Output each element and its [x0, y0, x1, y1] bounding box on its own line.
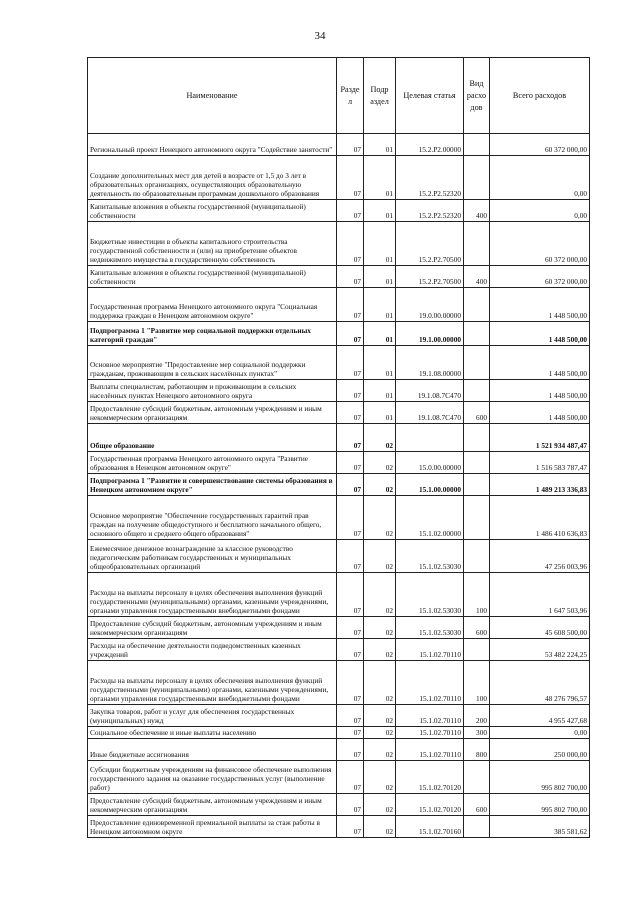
row-name: Бюджетные инвестиции в объекты капитального строительства государственной собственности и (или) на приобретение объектов недвижимого имущества в государственную собственность: [88, 222, 337, 266]
table-row: [88, 617, 590, 639]
row-target: 15.1.02.70110: [396, 727, 464, 739]
header-name: Наименование: [88, 58, 337, 134]
row-expense-type: [464, 474, 490, 496]
row-total: 60 372 000,00: [490, 134, 590, 156]
row-subsection: 02: [364, 617, 396, 639]
row-total: 1 521 934 487,47: [490, 424, 590, 452]
row-subsection: 02: [364, 661, 396, 705]
row-target: 15.1.02.70120: [396, 794, 464, 816]
row-subsection: 02: [364, 816, 396, 838]
row-total: 1 448 500,00: [490, 402, 590, 424]
row-expense-type: [464, 761, 490, 794]
row-expense-type: [464, 134, 490, 156]
table-row: [88, 266, 590, 288]
table-row: [88, 346, 590, 380]
row-target: [396, 424, 464, 452]
row-section: 07: [337, 222, 364, 266]
table-row: [88, 727, 590, 739]
row-section: 07: [337, 452, 364, 474]
row-name: Основное мероприятие "Обеспечение государственных гарантий прав граждан на получение общедоступного и бесплатного начального общего, основного общего и среднего общего образования": [88, 496, 337, 540]
header-section: Разде л: [337, 58, 364, 134]
row-section: 07: [337, 380, 364, 402]
row-section: 07: [337, 424, 364, 452]
row-target: 15.2.P2.52320: [396, 200, 464, 222]
row-name: Ежемесячное денежное вознаграждение за классное руководство педагогическим работникам государственных и муниципальных общеобразовательных организаций: [88, 540, 337, 573]
table-row: [88, 739, 590, 761]
row-name: Государственная программа Ненецкого автономного округа "Развитие образования в Ненецком автономном округе": [88, 452, 337, 474]
row-total: 1 448 500,00: [490, 346, 590, 380]
row-total: 995 802 700,00: [490, 761, 590, 794]
row-subsection: 01: [364, 222, 396, 266]
row-expense-type: 100: [464, 573, 490, 617]
row-target: 15.1.02.70110: [396, 639, 464, 661]
row-section: 07: [337, 156, 364, 200]
table-row: [88, 794, 590, 816]
row-expense-type: 800: [464, 739, 490, 761]
row-subsection: 02: [364, 794, 396, 816]
row-target: 19.1.00.00000: [396, 322, 464, 346]
row-name: Субсидии бюджетным учреждениям на финансовое обеспечение выполнения государственного задания на оказание государственных услуг (выполнение работ): [88, 761, 337, 794]
row-name: Предоставление субсидий бюджетным, автономным учреждениям и иным некоммерческим организациям: [88, 402, 337, 424]
row-section: 07: [337, 402, 364, 424]
row-total: 1 647 503,96: [490, 573, 590, 617]
row-total: 0,00: [490, 200, 590, 222]
table-row: [88, 474, 590, 496]
row-subsection: 01: [364, 402, 396, 424]
row-subsection: 02: [364, 739, 396, 761]
table-row: [88, 424, 590, 452]
row-name: Предоставление субсидий бюджетным, автономным учреждениям и иным некоммерческим организациям: [88, 794, 337, 816]
row-total: 0,00: [490, 727, 590, 739]
row-subsection: 02: [364, 573, 396, 617]
table-row: [88, 705, 590, 727]
row-total: 995 802 700,00: [490, 794, 590, 816]
row-expense-type: [464, 639, 490, 661]
row-target: 15.0.00.00000: [396, 452, 464, 474]
row-section: 07: [337, 794, 364, 816]
row-target: 15.1.02.53030: [396, 617, 464, 639]
table-row: [88, 639, 590, 661]
table-row: [88, 761, 590, 794]
row-name: Общее образование: [88, 424, 337, 452]
row-target: 19.1.08.00000: [396, 346, 464, 380]
row-name: Социальное обеспечение и иные выплаты населению: [88, 727, 337, 739]
row-subsection: 02: [364, 424, 396, 452]
table-row: [88, 200, 590, 222]
row-target: 15.2.P2.70500: [396, 222, 464, 266]
table-header-row: [88, 58, 590, 134]
row-target: 15.1.02.70110: [396, 739, 464, 761]
row-subsection: 02: [364, 452, 396, 474]
row-expense-type: [464, 322, 490, 346]
page-number: 34: [314, 30, 326, 42]
row-total: 60 372 000,00: [490, 222, 590, 266]
table-row: [88, 380, 590, 402]
row-expense-type: [464, 222, 490, 266]
row-expense-type: 600: [464, 402, 490, 424]
row-section: 07: [337, 727, 364, 739]
row-name: Региональный проект Ненецкого автономного округа "Содействие занятости": [88, 134, 337, 156]
row-name: Предоставление единовременной премиальной выплаты за стаж работы в Ненецком автономном округе: [88, 816, 337, 838]
row-expense-type: 300: [464, 727, 490, 739]
row-target: 15.1.02.70110: [396, 705, 464, 727]
row-expense-type: 600: [464, 617, 490, 639]
table-row: [88, 322, 590, 346]
row-name: Выплаты специалистам, работающим и проживающим в сельских населённых пунктах Ненецкого автономного округа: [88, 380, 337, 402]
row-total: 47 256 003,96: [490, 540, 590, 573]
row-name: Расходы на выплаты персоналу в целях обеспечения выполнения функций государственными (муниципальными) органами, казенными учреждениями, органами управления государственными внебюджетными фондами: [88, 661, 337, 705]
row-name: Подпрограмма 1 "Развитие и совершенствование системы образования в Ненецком автономном округе": [88, 474, 337, 496]
row-expense-type: [464, 452, 490, 474]
row-expense-type: 600: [464, 794, 490, 816]
row-total: 250 000,00: [490, 739, 590, 761]
row-expense-type: [464, 540, 490, 573]
row-expense-type: [464, 424, 490, 452]
table-row: [88, 540, 590, 573]
row-total: 1 489 213 336,83: [490, 474, 590, 496]
row-section: 07: [337, 739, 364, 761]
row-section: 07: [337, 573, 364, 617]
row-name: Расходы на выплаты персоналу в целях обеспечения выполнения функций государственными (муниципальными) органами, казенными учреждениями, органами управления государственными внебюджетными фондами: [88, 573, 337, 617]
row-subsection: 01: [364, 134, 396, 156]
row-expense-type: 100: [464, 661, 490, 705]
row-subsection: 01: [364, 380, 396, 402]
header-expense-type: Вид расхо дов: [464, 58, 490, 134]
table-row: [88, 816, 590, 838]
row-section: 07: [337, 816, 364, 838]
row-subsection: 01: [364, 156, 396, 200]
row-section: 07: [337, 200, 364, 222]
row-name: Подпрограмма 1 "Развитие мер социальной поддержки отдельных категорий граждан": [88, 322, 337, 346]
row-name: Государственная программа Ненецкого автономного округа "Социальная поддержка граждан в Ненецком автономном округе": [88, 288, 337, 322]
row-subsection: 02: [364, 761, 396, 794]
header-subsection: Подр аздел: [364, 58, 396, 134]
row-total: 4 955 427,68: [490, 705, 590, 727]
row-subsection: 01: [364, 288, 396, 322]
row-name: Иные бюджетные ассигнования: [88, 739, 337, 761]
row-total: 1 448 500,00: [490, 322, 590, 346]
row-subsection: 01: [364, 200, 396, 222]
table-row: [88, 661, 590, 705]
row-target: 19.1.08.7С470: [396, 402, 464, 424]
row-target: 19.0.00.00000: [396, 288, 464, 322]
row-section: 07: [337, 288, 364, 322]
row-total: 60 372 000,00: [490, 266, 590, 288]
row-expense-type: 400: [464, 266, 490, 288]
row-total: 45 608 500,00: [490, 617, 590, 639]
row-subsection: 01: [364, 346, 396, 380]
row-expense-type: [464, 380, 490, 402]
row-target: 15.1.02.00000: [396, 496, 464, 540]
row-name: Закупка товаров, работ и услуг для обеспечения государственных (муниципальных) нужд: [88, 705, 337, 727]
row-section: 07: [337, 761, 364, 794]
row-expense-type: [464, 496, 490, 540]
row-section: 07: [337, 496, 364, 540]
row-name: Основное мероприятие "Предоставление мер социальной поддержки гражданам, проживающим в сельских населённых пунктах": [88, 346, 337, 380]
row-subsection: 01: [364, 322, 396, 346]
row-section: 07: [337, 346, 364, 380]
table-row: [88, 452, 590, 474]
row-section: 07: [337, 134, 364, 156]
row-subsection: 02: [364, 474, 396, 496]
row-expense-type: [464, 346, 490, 380]
row-section: 07: [337, 266, 364, 288]
row-total: 1 486 410 636,83: [490, 496, 590, 540]
row-target: 15.1.02.53030: [396, 540, 464, 573]
header-target: Целевая статья: [396, 58, 464, 134]
row-target: 15.1.00.00000: [396, 474, 464, 496]
table-row: [88, 496, 590, 540]
row-total: 53 482 224,25: [490, 639, 590, 661]
row-target: 15.1.02.53030: [396, 573, 464, 617]
table-row: [88, 222, 590, 266]
row-section: 07: [337, 474, 364, 496]
row-total: 48 276 796,57: [490, 661, 590, 705]
row-expense-type: [464, 288, 490, 322]
row-target: 19.1.08.7С470: [396, 380, 464, 402]
row-target: 15.1.02.70160: [396, 816, 464, 838]
row-total: 1 516 583 787,47: [490, 452, 590, 474]
row-total: 1 448 500,00: [490, 288, 590, 322]
table-row: [88, 573, 590, 617]
row-expense-type: 400: [464, 200, 490, 222]
row-total: 0,00: [490, 156, 590, 200]
row-name: Создание дополнительных мест для детей в возрасте от 1,5 до 3 лет в образовательных организациях, осуществляющих образовательную деятельность по образовательным программам дошкольного образования: [88, 156, 337, 200]
row-section: 07: [337, 639, 364, 661]
row-name: Расходы на обеспечение деятельности подведомственных казенных учреждений: [88, 639, 337, 661]
row-section: 07: [337, 617, 364, 639]
header-total: Всего расходов: [490, 58, 590, 134]
row-target: 15.2.P2.70500: [396, 266, 464, 288]
row-subsection: 02: [364, 639, 396, 661]
row-subsection: 02: [364, 705, 396, 727]
row-section: 07: [337, 322, 364, 346]
row-target: 15.2.P2.52320: [396, 156, 464, 200]
row-section: 07: [337, 540, 364, 573]
expenditure-table: [87, 57, 590, 838]
row-total: 385 581,62: [490, 816, 590, 838]
table-row: [88, 402, 590, 424]
table-row: [88, 156, 590, 200]
table-row: [88, 134, 590, 156]
row-name: Капитальные вложения в объекты государственной (муниципальной) собственности: [88, 266, 337, 288]
row-expense-type: [464, 156, 490, 200]
row-subsection: 02: [364, 496, 396, 540]
row-section: 07: [337, 705, 364, 727]
row-target: 15.2.P2.00000: [396, 134, 464, 156]
row-subsection: 02: [364, 727, 396, 739]
row-name: Предоставление субсидий бюджетным, автономным учреждениям и иным некоммерческим организациям: [88, 617, 337, 639]
row-subsection: 01: [364, 266, 396, 288]
row-target: 15.1.02.70120: [396, 761, 464, 794]
table-row: [88, 288, 590, 322]
row-expense-type: [464, 816, 490, 838]
row-expense-type: 200: [464, 705, 490, 727]
row-target: 15.1.02.70110: [396, 661, 464, 705]
row-total: 1 448 500,00: [490, 380, 590, 402]
row-name: Капитальные вложения в объекты государственной (муниципальной) собственности: [88, 200, 337, 222]
row-subsection: 02: [364, 540, 396, 573]
row-section: 07: [337, 661, 364, 705]
